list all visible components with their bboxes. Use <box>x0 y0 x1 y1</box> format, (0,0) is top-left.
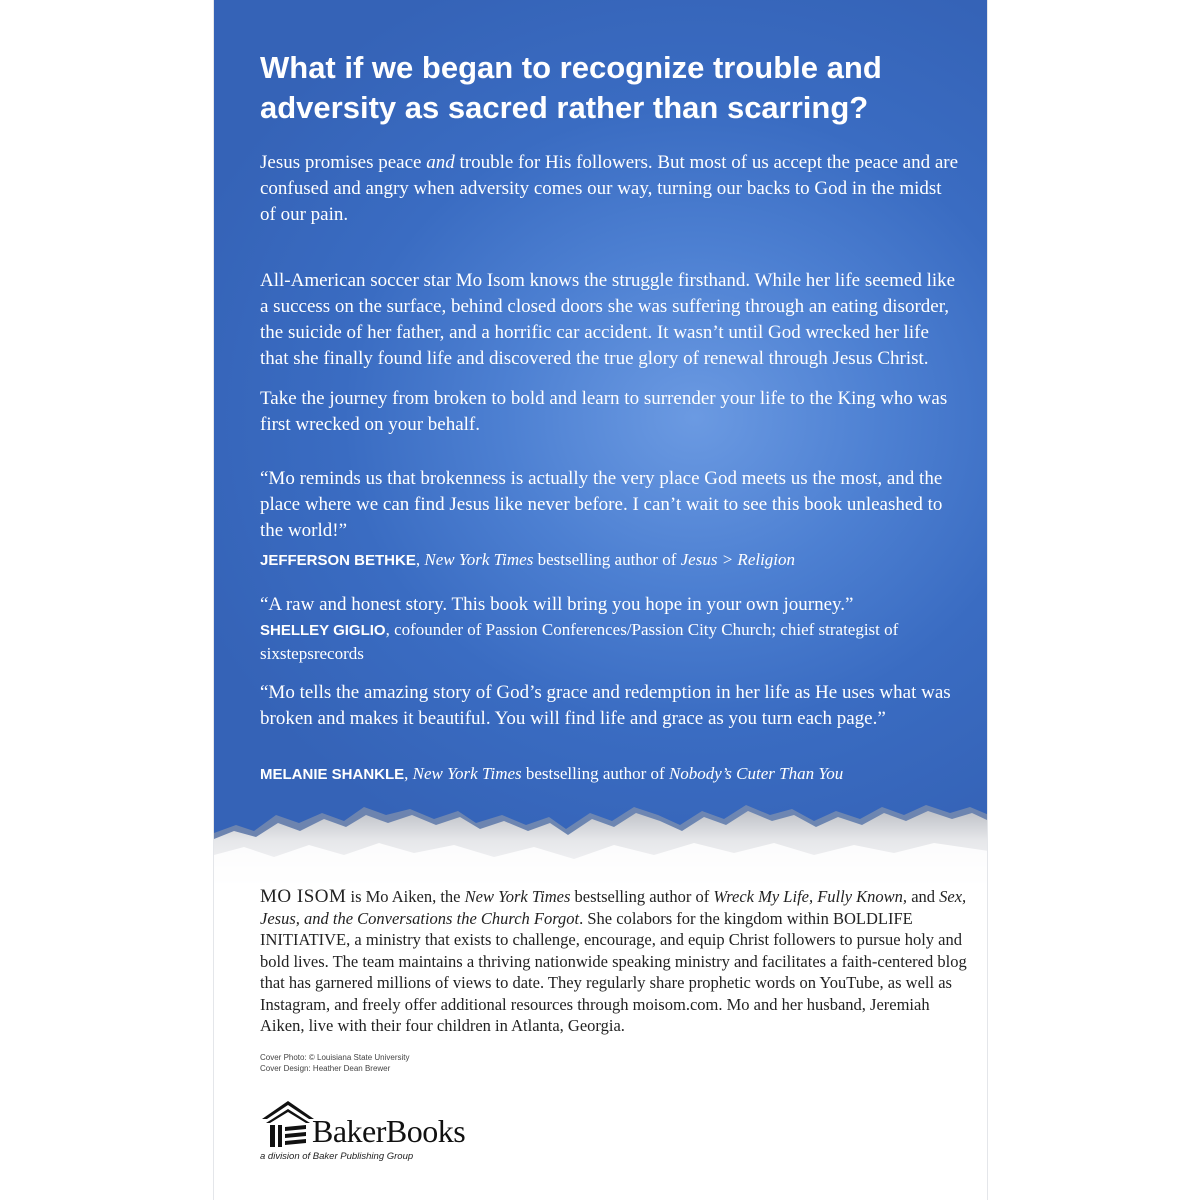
cover-credits <box>260 1052 660 1074</box>
bio-book-title: Sex, Jesus, and the Conversations the Church Forgot <box>260 887 967 928</box>
endorser-separator: , <box>415 550 425 569</box>
endorsement-quote-1: “Mo reminds us that brokenness is actually the very place God meets us the most, and the place where we can find Jesus like never before. I can’t wait to see this book unleashed to the world!” <box>260 468 943 541</box>
intro-text: Jesus promises peace <box>260 152 427 173</box>
endorser-name: SHELLEY GIGLIO <box>260 622 386 639</box>
bio-publication: New York Times <box>464 887 571 906</box>
book-back-cover <box>213 0 988 1200</box>
bio-text: bestselling author of <box>570 887 714 906</box>
endorser-title: , cofounder of Passion Conferences/Passion City Church; chief strategist of sixstepsrecords <box>260 620 899 663</box>
baker-books-house-icon <box>260 1093 316 1151</box>
endorsement-attribution-1 <box>260 548 960 572</box>
endorser-separator: , <box>404 764 413 783</box>
author-name: MO ISOM <box>260 886 347 907</box>
endorser-book: Nobody’s Cuter Than You <box>668 764 844 783</box>
headline: What if we began to recognize trouble and adversity as sacred rather than scarring? <box>260 50 882 125</box>
endorser-book: Jesus > Religion <box>680 550 796 569</box>
bio-text: and <box>907 887 940 906</box>
intro-text: trouble for His followers. But most of us accept the peace and are confused and angry when adversity comes our way, turning our backs to God in the midst of our pain. <box>260 152 959 225</box>
publisher-name: BakerBooks <box>312 1113 466 1149</box>
endorsement-attribution-2 <box>260 618 960 665</box>
torn-paper-edge <box>214 785 988 895</box>
bio-text: is Mo Aiken, the <box>346 887 465 906</box>
endorser-name: MELANIE SHANKLE <box>260 766 405 783</box>
intro-emphasis: and <box>426 152 455 173</box>
endorser-title: bestselling author of <box>521 764 669 783</box>
intro-paragraph-3: Take the journey from broken to bold and learn to surrender your life to the King who was first wrecked on your behalf. <box>260 388 948 435</box>
cover-photo-credit: Cover Photo: © Louisiana State University <box>260 1053 410 1062</box>
endorser-publication: New York Times <box>424 550 534 569</box>
bio-text: . She colabors for the kingdom within BOLDLIFE INITIATIVE, a ministry that exists to challenge, encourage, and equip Christ followers to pursue holy and bold lives. The team maintains a thriving nationwide speaking ministry and facilitates a faith-centered blog that has garnered millions of views to date. They regularly share prophetic words on YouTube, as well as Instagram, and freely offer additional resources through moisom.com. Mo and her husband, Jeremiah Aiken, live with their four children in Atlanta, Georgia. <box>260 908 967 1035</box>
endorser-title: bestselling author of <box>533 550 681 569</box>
endorsement-quote-3: “Mo tells the amazing story of God’s grace and redemption in her life as He uses what was broken and makes it beautiful. You will find life and grace as you turn each page.” <box>260 682 951 729</box>
endorser-publication: New York Times <box>412 764 522 783</box>
intro-paragraph-1 <box>260 150 960 228</box>
endorsement-attribution-3 <box>260 762 960 786</box>
endorsement-quote-2: “A raw and honest story. This book will bring you hope in your own journey.” <box>260 594 854 615</box>
publisher-division: a division of Baker Publishing Group <box>260 1151 414 1162</box>
bio-book-title: Wreck My Life, Fully Known, <box>713 887 908 906</box>
intro-paragraph-2: All-American soccer star Mo Isom knows the struggle firsthand. While her life seemed like a success on the surface, behind closed doors she was suffering through an eating disorder, the suicide of her father, and a horrific car accident. It wasn’t until God wrecked her life that she finally found life and discovered the true glory of renewal through Jesus Christ. <box>260 270 956 369</box>
endorser-name: JEFFERSON BETHKE <box>260 552 416 569</box>
author-bio <box>260 886 970 1037</box>
publisher-logo <box>260 1093 560 1173</box>
cover-design-credit: Cover Design: Heather Dean Brewer <box>260 1064 391 1073</box>
